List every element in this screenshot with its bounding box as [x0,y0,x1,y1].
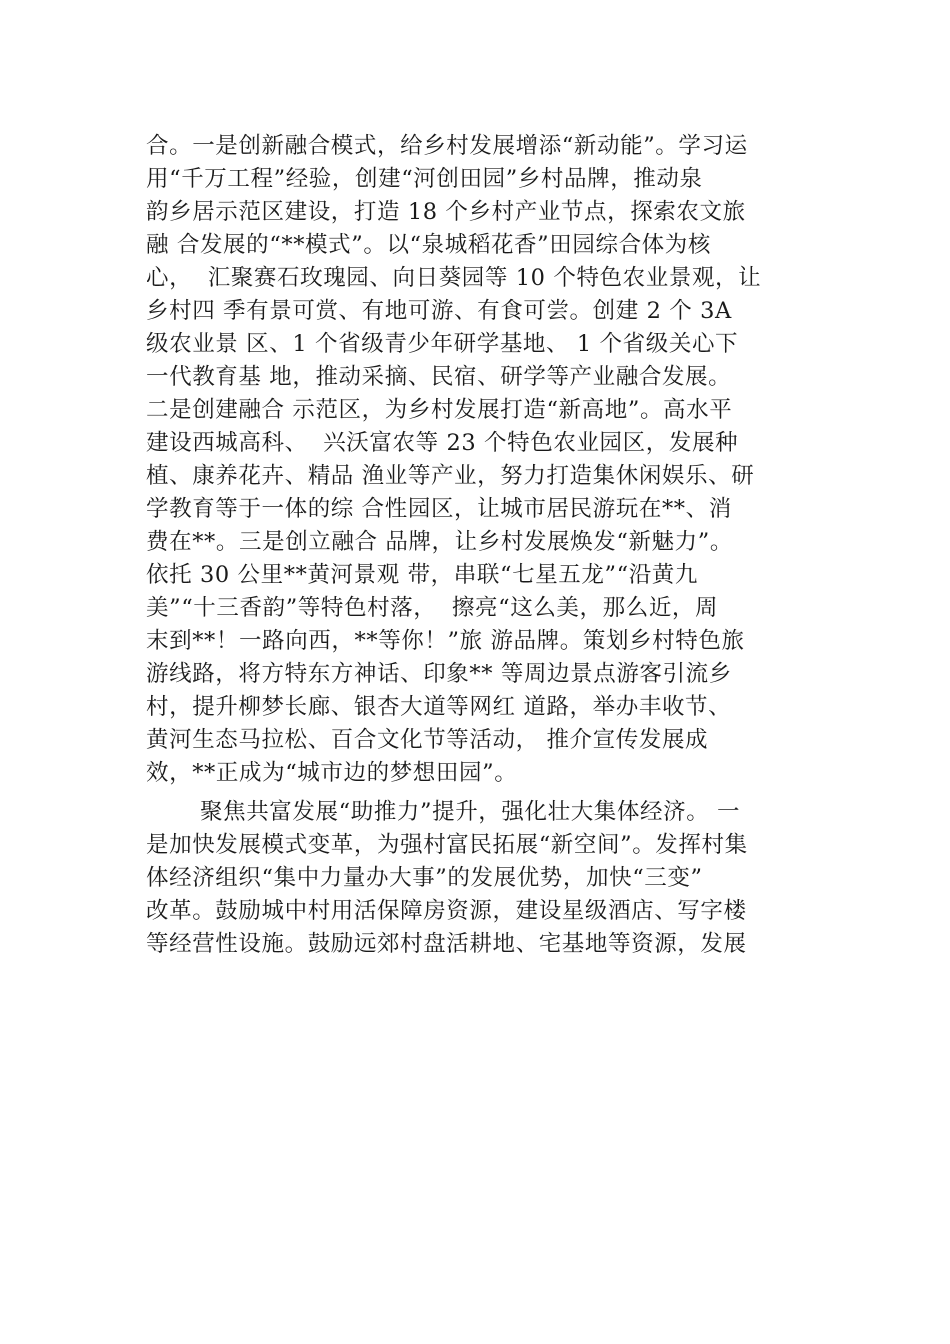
paragraph-first-line: 聚焦共富发展“助推力”提升，强化壮大集体经济。 一 [200,799,741,825]
text-line: 村，提升柳梦长廊、银杏大道等网红 道路，举办丰收节、 [146,694,732,720]
text-line: 一代教育基 地，推动采摘、民宿、研学等产业融合发展。 [146,364,732,390]
text-line: 黄河生态马拉松、百合文化节等活动， 推介宣传发展成 [146,727,709,753]
text-line: 建设西城高科、 兴沃富农等 23 个特色农业园区，发展种 [146,430,739,456]
text-line: 乡村四 季有景可赏、有地可游、有食可尝。创建 2 个 3A [146,298,732,324]
text-line: 是加快发展模式变革，为强村富民拓展“新空间”。发挥村集 [146,832,748,858]
text-line: 依托 30 公里**黄河景观 带，串联“七星五龙”“沿黄九 [146,562,698,588]
text-line: 费在**。三是创立融合 品牌，让乡村发展焕发“新魅力”。 [146,529,733,555]
text-line: 游线路，将方特东方神话、印象** 等周边景点游客引流乡 [146,661,732,687]
text-line: 美”“十三香韵”等特色村落， 擦亮“这么美，那么近，周 [146,595,719,621]
text-line: 学教育等于一体的综 合性园区，让城市居民游玩在**、消 [146,496,732,522]
text-line: 改革。鼓励城中村用活保障房资源，建设星级酒店、写字楼 [146,898,747,924]
text-line: 末到**！一路向西，**等你！”旅 游品牌。策划乡村特色旅 [146,628,745,654]
text-line: 韵乡居示范区建设，打造 18 个乡村产业节点，探索农文旅 [146,199,746,225]
text-line: 心， 汇聚赛石玫瑰园、向日葵园等 10 个特色农业景观，让 [146,265,762,291]
text-line: 植、康养花卉、精品 渔业等产业，努力打造集休闲娱乐、研 [146,463,755,489]
text-line: 合。一是创新融合模式，给乡村发展增添“新动能”。学习运 [146,133,748,159]
text-line: 级农业景 区、1 个省级青少年研学基地、 1 个省级关心下 [146,331,739,357]
text-line: 体经济组织“集中力量办大事”的发展优势，加快“三变” [146,865,703,891]
text-line: 二是创建融合 示范区，为乡村发展打造“新高地”。高水平 [146,397,733,423]
text-line: 用“千万工程”经验，创建“河创田园”乡村品牌，推动泉 [146,166,703,192]
text-line: 融 合发展的“**模式”。以“泉城稻花香”田园综合体为核 [146,232,711,258]
text-line: 等经营性设施。鼓励远郊村盘活耕地、宅基地等资源，发展 [146,931,747,957]
text-line: 效，**正成为“城市边的梦想田园”。 [146,760,518,786]
